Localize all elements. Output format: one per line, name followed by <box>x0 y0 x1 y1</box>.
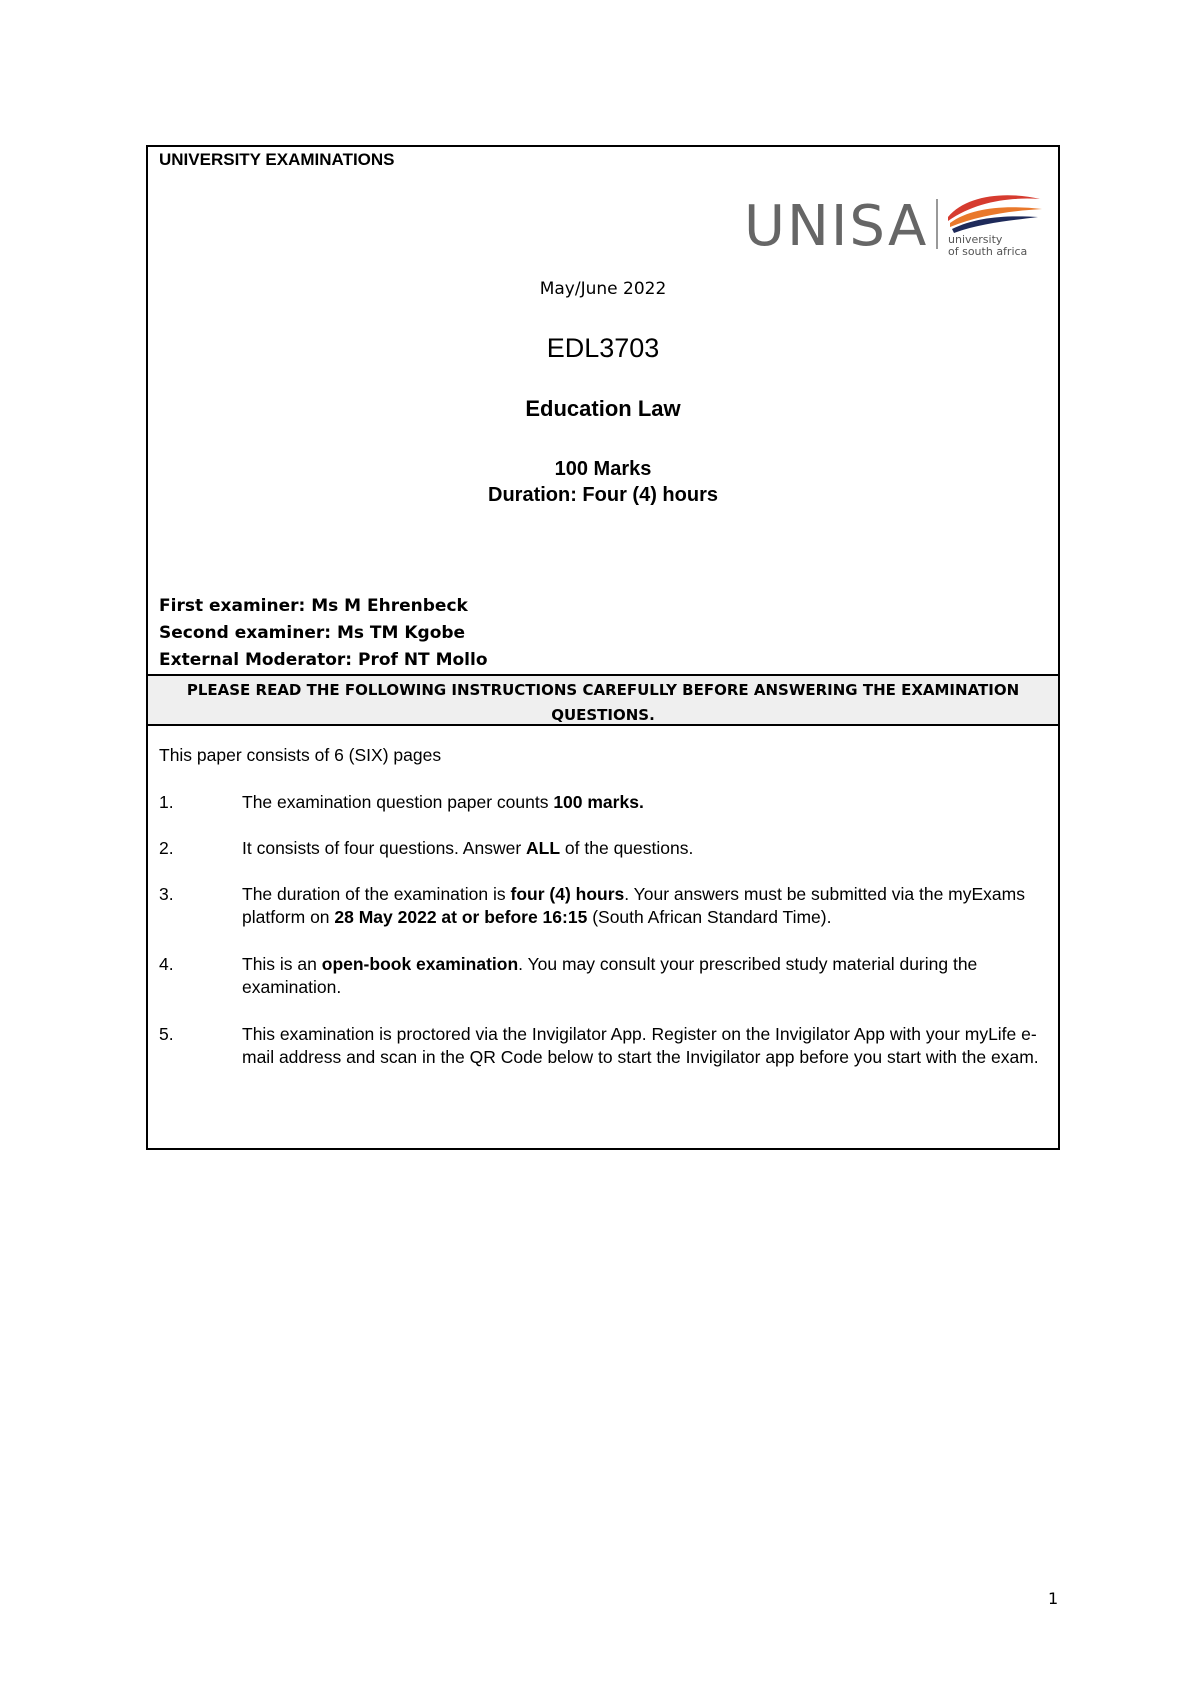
examiners-list <box>159 593 488 674</box>
logo-wordmark: UNISA <box>744 194 929 257</box>
instruction-number: 2. <box>159 838 174 858</box>
instruction-text: This is an open-book examination. You may consult your prescribed study material during the examination. <box>242 954 978 997</box>
second-examiner: Second examiner: Ms TM Kgobe <box>159 623 466 643</box>
instruction-item <box>159 791 1044 814</box>
course-code: EDL3703 <box>546 333 660 363</box>
instruction-number: 4. <box>159 954 174 974</box>
instruction-number: 3. <box>159 884 174 904</box>
instruction-text: The examination question paper counts 100 marks. <box>242 792 644 812</box>
logo-tagline-line1: university <box>948 233 1003 246</box>
logo-tagline-line2: of south africa <box>948 245 1028 257</box>
page-count-note: This paper consists of 6 (SIX) pages <box>159 745 442 765</box>
instructions-body <box>148 726 1058 1148</box>
page-number: 1 <box>1048 1589 1059 1608</box>
instruction-text: The duration of the examination is four (4) hours. Your answers must be submitted via the myExams platform on 28 May 2022 at or before 16:15 (South African Standard Time). <box>242 884 1025 927</box>
instruction-number: 1. <box>159 792 174 812</box>
logo-divider <box>936 199 938 249</box>
instruction-text: It consists of four questions. Answer ALL of the questions. <box>242 838 694 858</box>
instruction-item <box>159 883 1044 929</box>
instruction-item <box>159 953 1044 999</box>
instructions-heading: PLEASE READ THE FOLLOWING INSTRUCTIONS CAREFULLY BEFORE ANSWERING THE EXAMINATION QUESTIONS. <box>148 676 1058 726</box>
first-examiner: First examiner: Ms M Ehrenbeck <box>159 596 468 616</box>
instruction-number: 5. <box>159 1024 174 1044</box>
exam-duration: Duration: Four (4) hours <box>488 484 718 506</box>
instruction-item <box>159 837 1044 860</box>
course-name: Education Law <box>525 396 681 421</box>
exam-cover-table <box>146 145 1060 1150</box>
instruction-item <box>159 1023 1044 1069</box>
total-marks: 100 Marks <box>554 458 652 480</box>
unisa-logo <box>744 187 1044 257</box>
exam-header-cell <box>148 147 1058 676</box>
document-title: UNIVERSITY EXAMINATIONS <box>159 150 395 169</box>
instruction-text: This examination is proctored via the Invigilator App. Register on the Invigilator App with your myLife e-mail address and scan in the QR Code below to start the Invigilator app before you start with the exam. <box>242 1024 1039 1067</box>
external-moderator: External Moderator: Prof NT Mollo <box>159 650 488 670</box>
exam-session: May/June 2022 <box>539 279 667 299</box>
